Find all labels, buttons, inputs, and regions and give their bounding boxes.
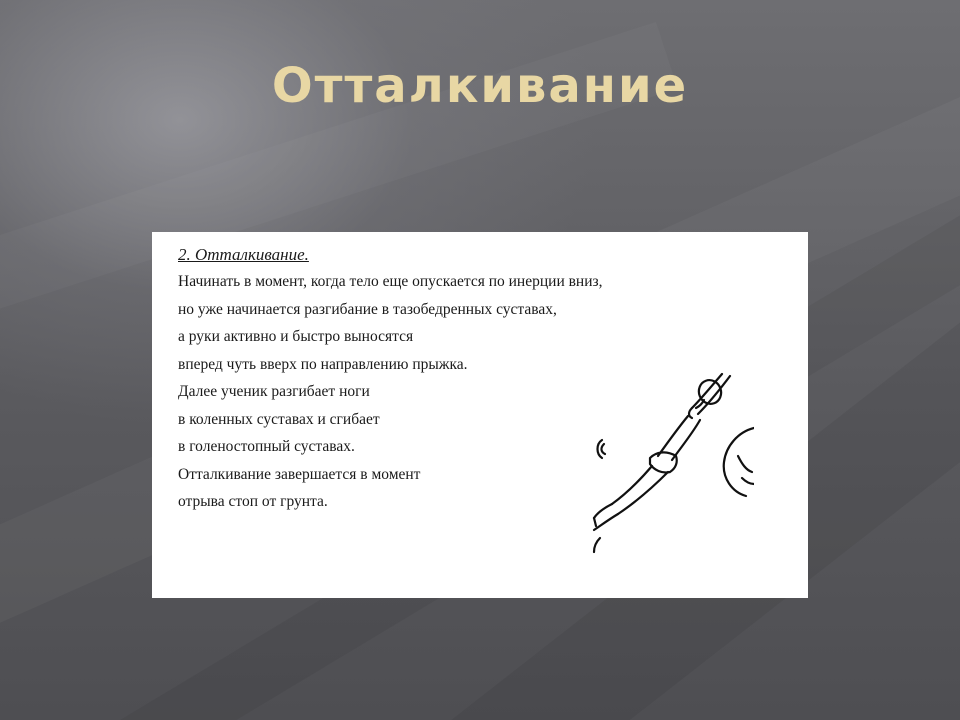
figure-line: в коленных суставах и сгибает (178, 410, 380, 428)
figure-line: Отталкивание завершается в момент (178, 465, 421, 483)
scanned-figure (152, 232, 808, 598)
figure-line: вперед чуть вверх по направлению прыжка. (178, 355, 468, 373)
figure-heading: 2. Отталкивание. (178, 245, 309, 264)
figure-line: но уже начинается разгибание в тазобедренных суставах, (178, 300, 557, 318)
figure-line: Начинать в момент, когда тело еще опускается по инерции вниз, (178, 273, 603, 290)
figure-line: а руки активно и быстро выносятся (178, 328, 414, 345)
jumper-takeoff-illustration-icon (592, 370, 754, 556)
figure-line: в голеностопный суставах. (178, 438, 355, 455)
figure-line: Далее ученик разгибает ноги (178, 383, 370, 400)
slide-title: Отталкивание (271, 58, 689, 114)
figure-line: отрыва стоп от грунта. (178, 493, 328, 510)
